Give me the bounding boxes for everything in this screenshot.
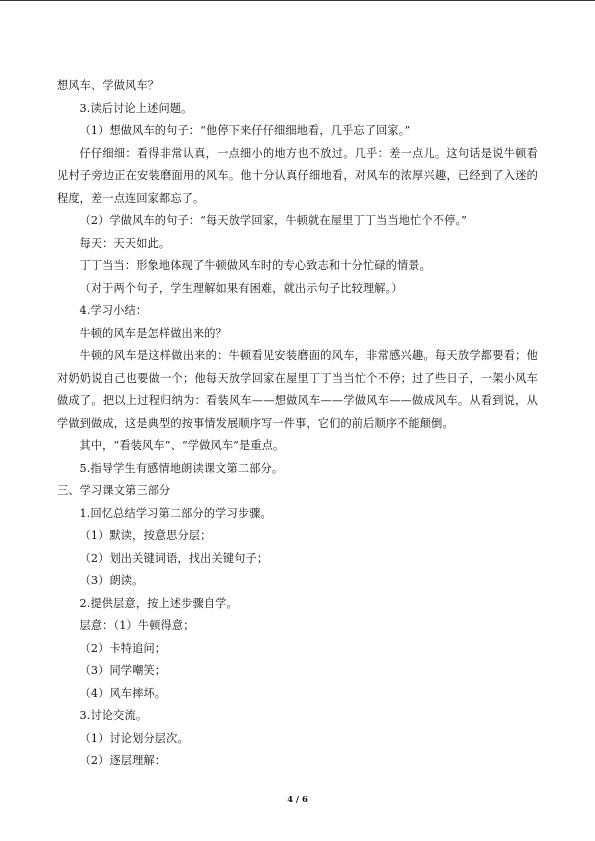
body-line: 其中，“看装风车”、“学做风车”是重点。 bbox=[79, 439, 285, 452]
body-line: （1）讨论划分层次。 bbox=[79, 731, 189, 745]
body-line: 丁丁当当：形象地体现了牛顿做风车时的专心致志和十分忙碌的情景。 bbox=[79, 259, 431, 272]
header-rule bbox=[0, 0, 595, 1]
body-line: （对于两个句子，学生理解如果有困难，就出示句子比较理解。） bbox=[79, 281, 403, 295]
document-body bbox=[57, 75, 538, 773]
body-paragraph: 仔仔细细：看得非常认真，一点细小的地方也不放过。几乎：差一点儿。这句话是说牛顿看见村子旁边正在安装磨面用的风车。他十分认真仔细地看，对风车的浓厚兴趣，已经到了入迷的程度，差一点连回家都忘了。 bbox=[57, 146, 538, 205]
body-line: 牛顿的风车是怎样做出来的？ bbox=[79, 326, 227, 340]
body-line: 层意：（1）牛顿得意； bbox=[79, 619, 195, 632]
body-line: （2）学做风车的句子：“每天放学回家，牛顿就在屋里丁丁当当地忙个不停。” bbox=[79, 214, 468, 227]
body-line: 3.讨论交流。 bbox=[79, 709, 148, 722]
body-line: （2）逐层理解： bbox=[79, 754, 167, 767]
body-line: （2）卡特追问； bbox=[79, 641, 167, 655]
body-line: 想风车、学做风车？ bbox=[57, 79, 160, 92]
body-paragraph: 牛顿的风车是这样做出来的：牛顿看见安装磨面的风车，非常感兴趣。每天放学都要看；他对奶奶说自己也要做一个；他每天放学回家在屋里丁丁当当忙个不停；过了些日子，一架小风车做成了。把以上过程归纳为：看装风车——想做风车——学做风车——做成风车。从看到说，从学做到做成，这是典型的按事情发展顺序写一件事，它们的前后顺序不能颠倒。 bbox=[57, 349, 538, 430]
body-line: （1）想做风车的句子：“他停下来仔仔细细地看，几乎忘了回家。” bbox=[79, 124, 411, 137]
section-heading: 三、学习课文第三部分 bbox=[57, 484, 171, 497]
body-line: （3）朗读。 bbox=[79, 574, 144, 587]
body-line: 1.回忆总结学习第二部分的学习步骤。 bbox=[79, 506, 272, 520]
body-line: 4.学习小结： bbox=[79, 304, 148, 317]
body-line: （4）风车摔坏。 bbox=[79, 686, 167, 700]
body-line: 每天：天天如此。 bbox=[79, 236, 171, 250]
body-line: 5.指导学生有感情地朗读课文第二部分。 bbox=[79, 461, 284, 475]
body-line: 2.提供层意，按上述步骤自学。 bbox=[79, 596, 238, 610]
body-line: （2）划出关键词语，找出关键句子； bbox=[79, 551, 269, 565]
body-line: （3）同学嘲笑； bbox=[79, 664, 167, 677]
page-number: 4 / 6 bbox=[287, 795, 308, 805]
body-line: 3.读后讨论上述问题。 bbox=[79, 101, 193, 115]
body-line: （1）默读，按意思分层； bbox=[79, 529, 212, 542]
